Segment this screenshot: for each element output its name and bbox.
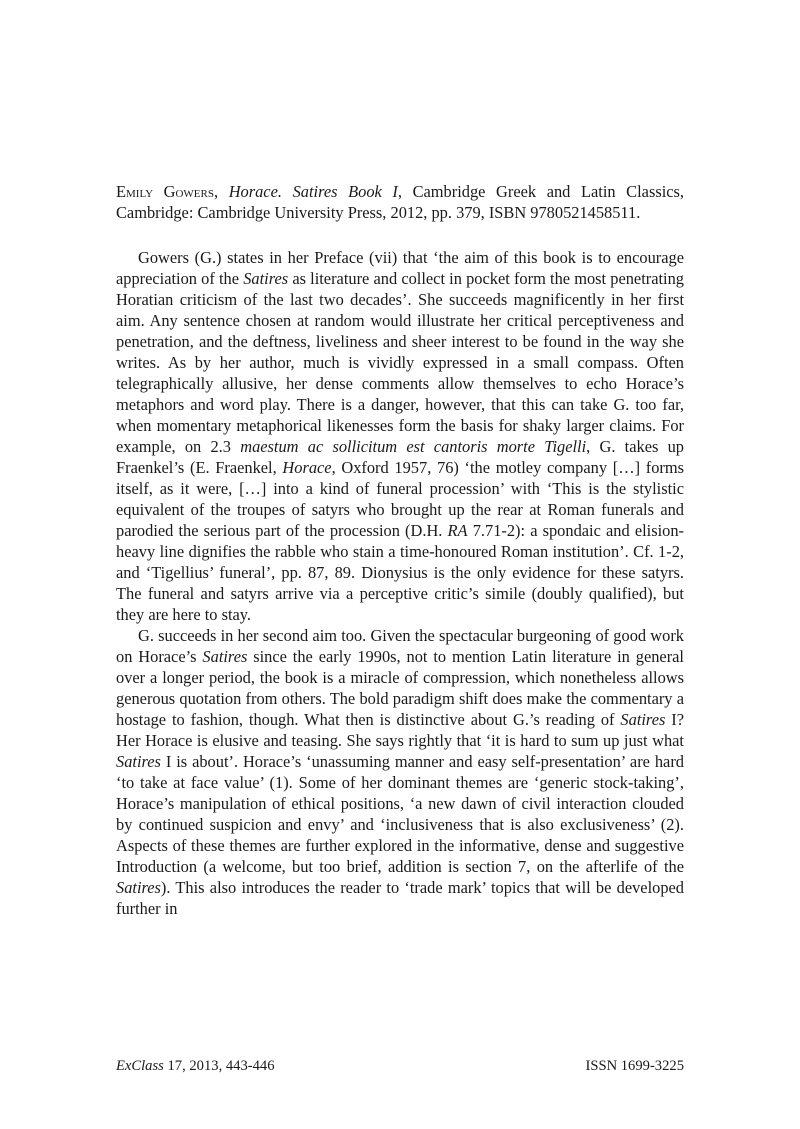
italic-run: Satires	[202, 647, 248, 666]
text-run: I? Her Horace is elusive and teasing. She says rightly that ‘it is hard to sum up just what	[116, 710, 684, 750]
italic-run: maestum ac sollicitum est cantoris morte Tigelli	[240, 437, 587, 456]
text-run: , Oxford 1957, 76) ‘the motley company […] forms itself, as it were, […] into a kind of funeral procession’ with ‘This is the stylistic equivalent of the troupes of satyrs who brought up the rear at Roman funerals and parodied the serious part of the procession (D.H.	[116, 458, 685, 540]
footer-journal-citation	[116, 1057, 275, 1075]
page-content	[116, 181, 684, 919]
review-author-name: Emily Gowers	[116, 182, 214, 201]
italic-run: Satires	[620, 710, 666, 729]
page-footer	[116, 1057, 684, 1075]
italic-run: Satires	[243, 269, 289, 288]
italic-run: RA	[447, 521, 468, 540]
body-paragraph-2	[116, 625, 684, 919]
footer-issue-info: 17, 2013, 443-446	[163, 1058, 275, 1074]
text-run: as literature and collect in pocket form the most penetrating Horatian criticism of the last two decades’. She succeeds magnificently in her first aim. Any sentence chosen at random would illustrate her critical perceptiveness and penetration, and the deftness, liveliness and sheer interest to be found in the way she writes. As by her author, much is vividly expressed in a small compass. Often telegraphically allusive, her dense comments allow themselves to echo Horace’s metaphors and word play. There is a danger, however, that this can take G. too far, when momentary metaphorical likenesses form the basis for shaky larger claims. For example, on 2.3	[116, 269, 684, 456]
citation-publication-details: , Cambridge Greek and Latin Classics, Cambridge: Cambridge University Press, 2012, pp. 379, ISBN 9780521458511.	[116, 182, 685, 222]
text-run: Gowers (G.) states in her Preface (vii) that ‘the aim of this book is to encourage appreciation of the	[116, 248, 684, 288]
text-run: I is about’. Horace’s ‘unassuming manner and easy self-presentation’ are hard ‘to take at face value’ (1). Some of her dominant themes are ‘generic stock-taking’, Horace’s manipulation of ethical positions, ‘a new dawn of civil interaction clouded by continued suspicion and envy’ and ‘inclusiveness that is also exclusiveness’ (2). Aspects of these themes are further explored in the informative, dense and suggestive Introduction (a welcome, but too brief, addition is section 7, on the afterlife of the	[116, 752, 684, 876]
italic-run: Horace	[282, 458, 332, 477]
citation-separator: ,	[213, 182, 229, 201]
text-run: ). This also introduces the reader to ‘trade mark’ topics that will be developed further in	[116, 878, 684, 918]
header-body-spacer	[116, 223, 684, 247]
review-header-citation	[116, 181, 684, 223]
text-run: 7.71-2): a spondaic and elision-heavy line dignifies the rabble who stain a time-honoured Roman institution’. Cf. 1-2, and ‘Tigellius’ funeral’, pp. 87, 89. Dionysius is the only evidence for these satyrs. The funeral and satyrs arrive via a perceptive critic’s simile (doubly qualified), but they are here to stay.	[116, 521, 684, 624]
text-run: since the early 1990s, not to mention Latin literature in general over a longer period, the book is a miracle of compression, which nonetheless allows generous quotation from others. The bold paradigm shift does make the commentary a hostage to fashion, though. What then is distinctive about G.’s reading of	[116, 647, 684, 729]
review-book-title: Horace. Satires Book I	[228, 182, 398, 201]
italic-run: Satires	[116, 752, 161, 771]
text-run: G. succeeds in her second aim too. Given the spectacular burgeoning of good work on Horace’s	[116, 626, 684, 666]
footer-issn: ISSN 1699-3225	[585, 1058, 684, 1074]
italic-run: Satires	[116, 878, 161, 897]
body-paragraph-1	[116, 247, 684, 625]
text-run: , G. takes up Fraenkel’s (E. Fraenkel,	[116, 437, 684, 477]
footer-journal-name: ExClass	[116, 1058, 164, 1074]
